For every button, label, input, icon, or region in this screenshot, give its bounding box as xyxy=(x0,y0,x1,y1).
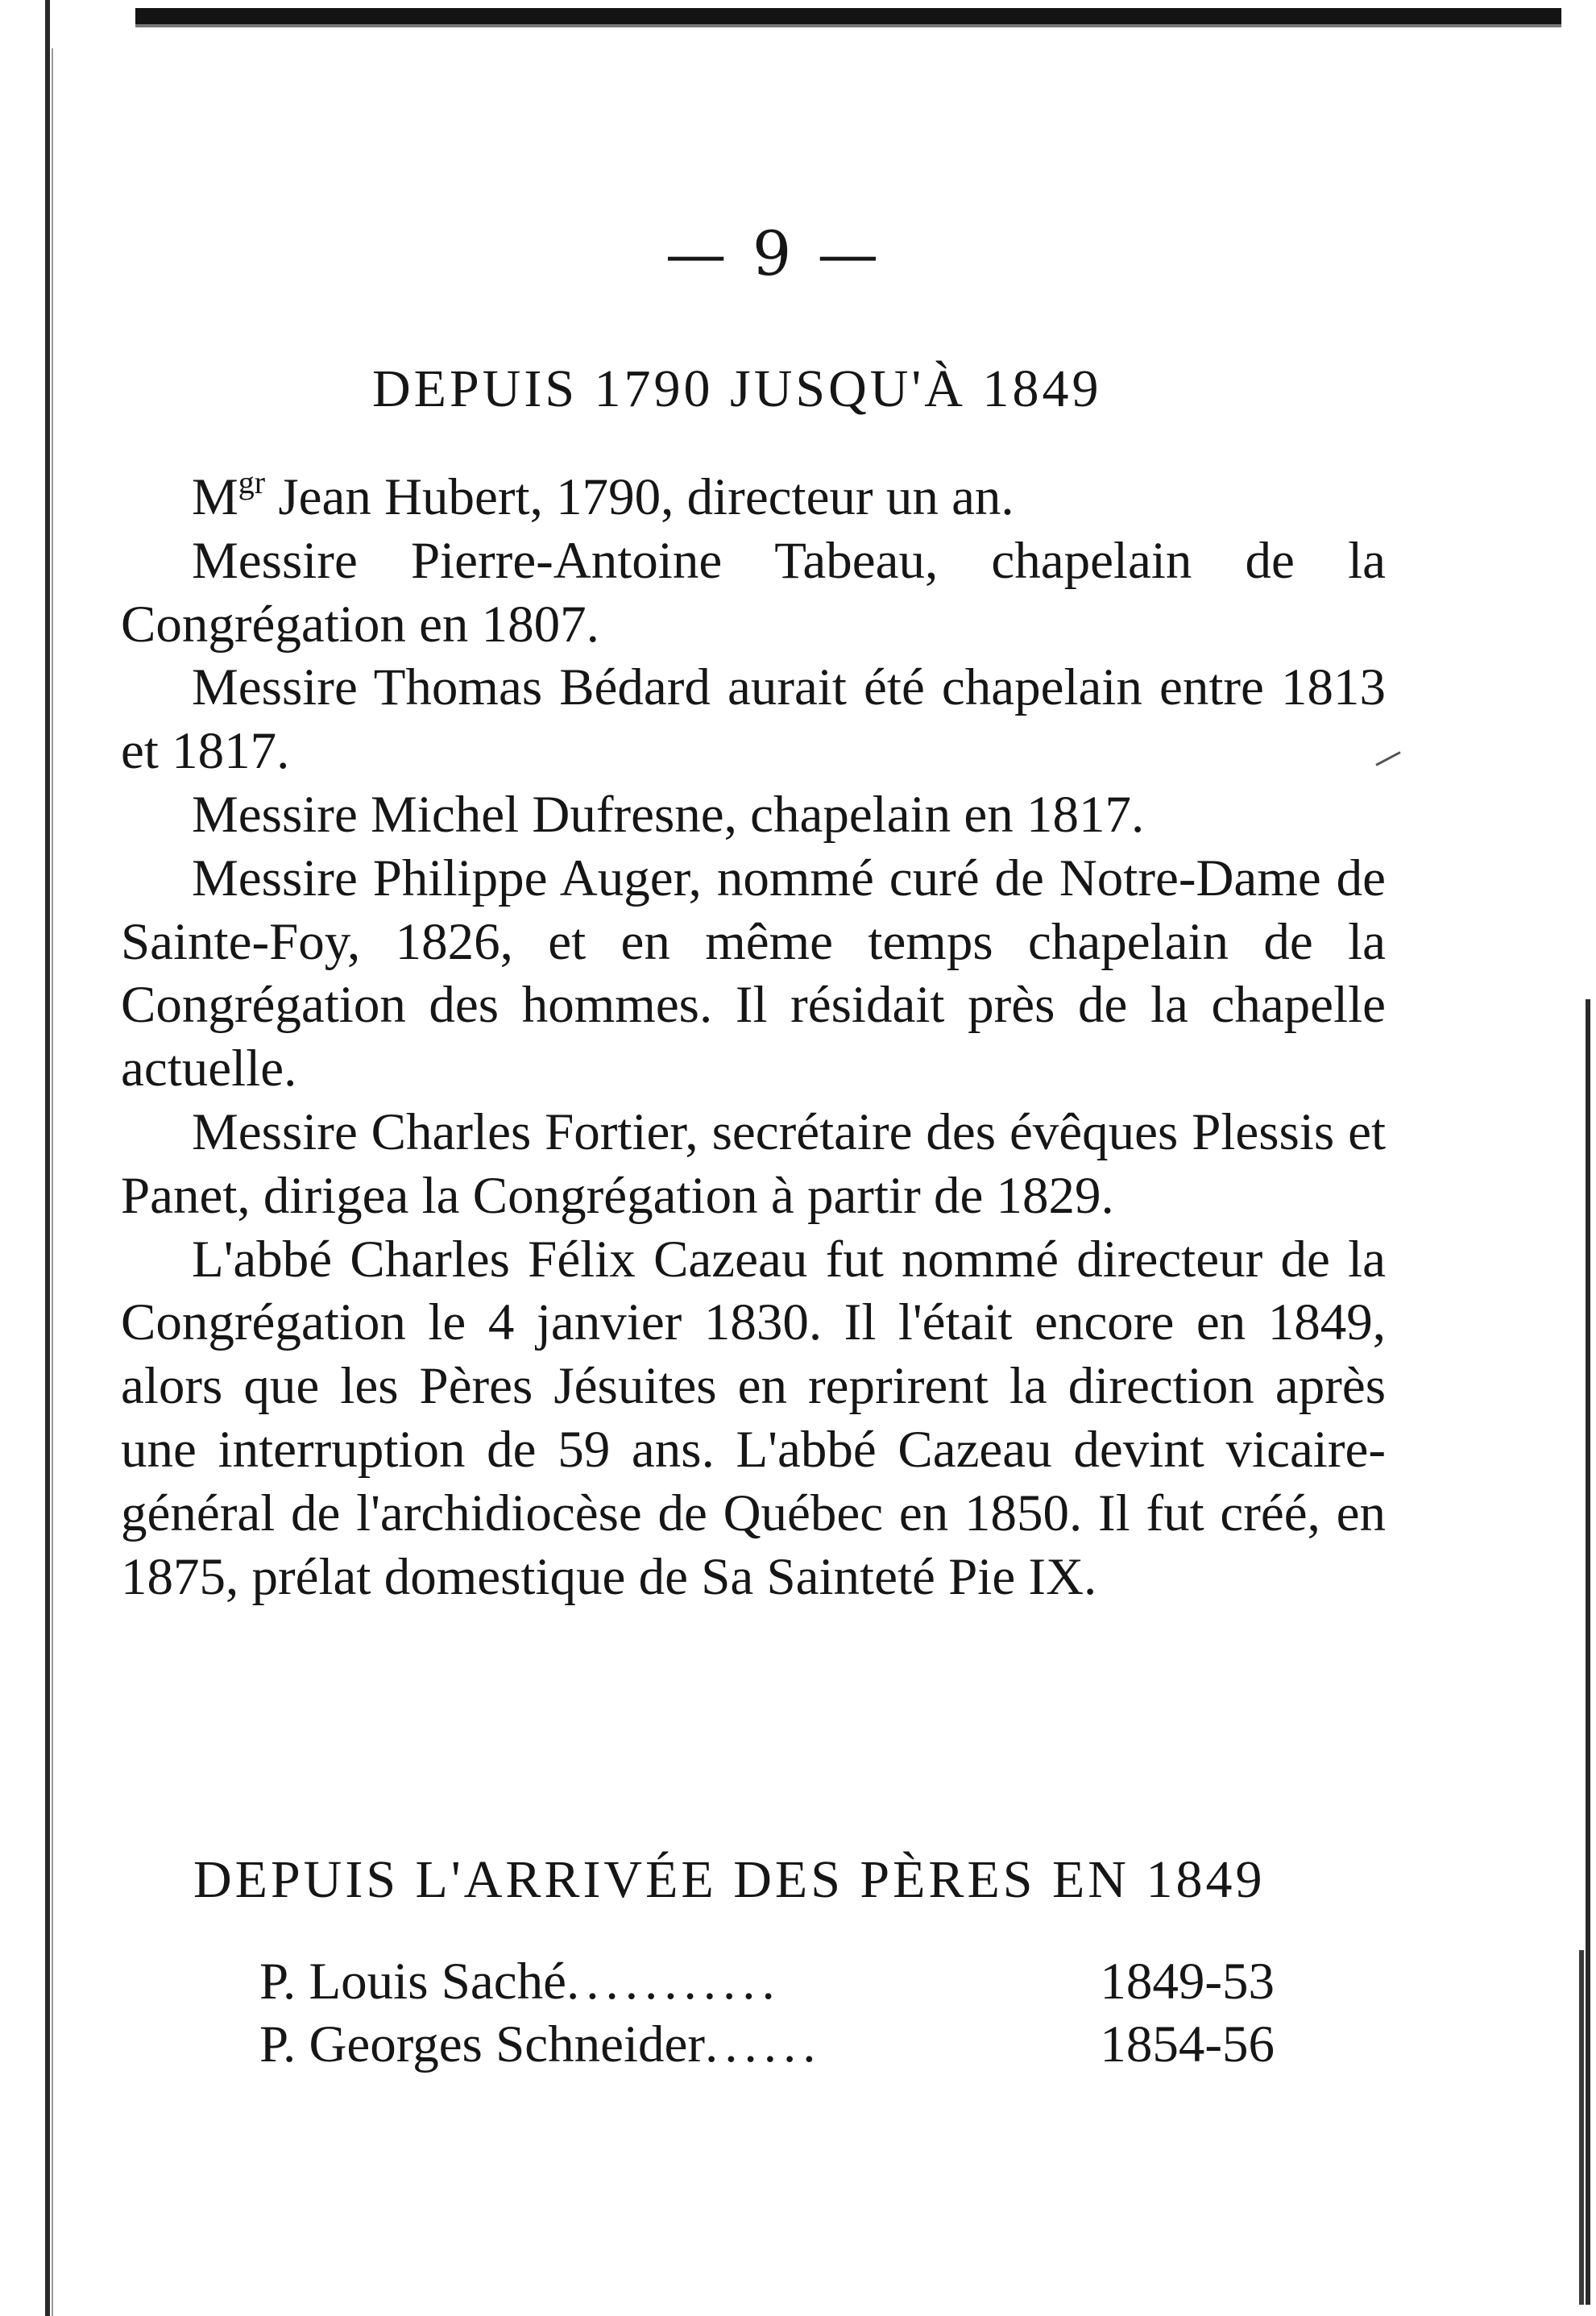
paragraph-tabeau: Messire Pierre-Antoine Tabeau, chapelain de la Congrégation en 1807. xyxy=(121,531,1386,654)
section-heading-1790-1849: DEPUIS 1790 JUSQU'À 1849 xyxy=(372,359,1102,418)
director-list xyxy=(259,1950,1275,2076)
list-item-years: 1854-56 xyxy=(1100,2015,1275,2073)
top-border-rule-shadow xyxy=(135,24,1561,27)
top-border-rule xyxy=(135,8,1561,24)
dot-leader: ........... xyxy=(566,1953,781,2011)
list-item-years: 1849-53 xyxy=(1100,1953,1275,2011)
list-item-name: P. Georges Schneider xyxy=(259,2015,706,2073)
right-page-edge-lower xyxy=(1579,1950,1584,2305)
body-text xyxy=(121,466,1386,1608)
paragraph-text: Jean Hubert, 1790, directeur un an. xyxy=(265,468,1014,526)
paragraph-bedard: Messire Thomas Bédard aurait été chapelain entre 1813 et 1817. xyxy=(121,658,1386,781)
paragraph-dufresne: Messire Michel Dufresne, chapelain en 1817. xyxy=(192,785,1145,844)
paragraph-auger: Messire Philippe Auger, nommé curé de Notre-Dame de Sainte-Foy, 1826, et en même temps chapelain de la Congrégation des hommes. Il résidait près de la chapelle actuelle. xyxy=(121,849,1386,1098)
paragraph-fortier: Messire Charles Fortier, secrétaire des évêques Plessis et Panet, dirigea la Congrégation à partir de 1829. xyxy=(121,1102,1386,1225)
page-number: — 9 — xyxy=(665,218,882,289)
title-superscript: gr xyxy=(238,464,266,500)
paragraph-jean-hubert xyxy=(121,466,1386,529)
right-page-edge xyxy=(1586,999,1590,2305)
title-abbrev: M xyxy=(192,468,238,526)
dot-leader: ...... xyxy=(705,2015,823,2073)
list-item xyxy=(259,1950,1275,2013)
left-page-edge xyxy=(45,0,50,2316)
list-item-name: P. Louis Saché xyxy=(259,1953,566,2011)
section-heading-since-1849: DEPUIS L'ARRIVÉE DES PÈRES EN 1849 xyxy=(193,1850,1266,1909)
paragraph-cazeau: L'abbé Charles Félix Cazeau fut nommé directeur de la Congrégation le 4 janvier 1830. Il l'était encore en 1849, alors que les Pères Jésuites en reprirent la direction après une interruption de 59 ans. L'abbé Cazeau devint vicaire-général de l'archidiocèse de Québec en 1850. Il fut créé, en 1875, prélat domestique de Sa Sainteté Pie IX. xyxy=(121,1230,1386,1606)
left-page-edge-inner xyxy=(52,48,53,2316)
list-item xyxy=(259,2013,1275,2076)
